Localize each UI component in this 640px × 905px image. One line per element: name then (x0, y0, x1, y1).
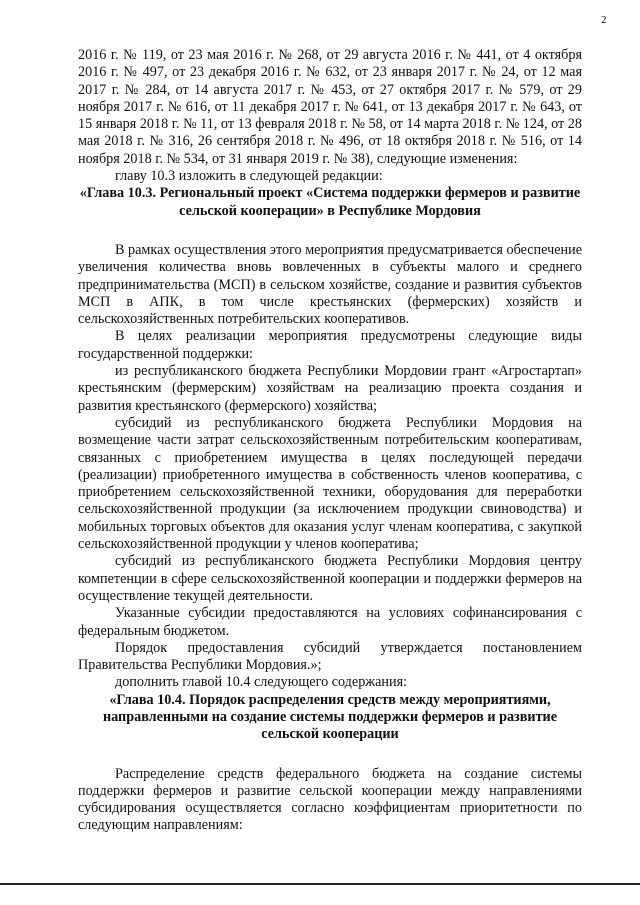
paragraph-distribution: Распределение средств федерального бюджета на создание системы поддержки фермеров и развитие сельской кооперации между направлениями субсидирования осуществляется согласно коэффициентам приоритетности по следующим направлениям: (78, 765, 582, 834)
paragraph-support-types: В целях реализации мероприятия предусмотрены следующие виды государственной поддержки: (78, 328, 582, 362)
amendment-list-paragraph: 2016 г. № 119, от 23 мая 2016 г. № 268, от 29 августа 2016 г. № 441, от 4 октября 2016 г. № 497, от 23 декабря 2016 г. № 632, от 23 января 2017 г. № 24, от 12 мая 2017 г. № 284, от 14 августа 2017 г. № 453, от 27 октября 2017 г. № 579, от 29 ноября 2017 г. № 616, от 11 декабря 2017 г. № 641, от 13 декабря 2017 г. № 643, от 15 января 2018 г. № 11, от 13 февраля 2018 г. № 58, от 14 марта 2018 г. № 124, от 28 мая 2018 г. № 316, 26 сентября 2018 г. № 496, от 18 октября 2018 г. № 516, от 14 ноября 2018 г. № 534, от 31 января 2019 г. № 38), следующие изменения: (78, 47, 582, 167)
document-body (78, 47, 582, 835)
paragraph-competence-center: субсидий из республиканского бюджета Республики Мордовия центру компетенции в сфере сельскохозяйственной кооперации и поддержки фермеров на осуществление текущей деятельности. (78, 553, 582, 604)
paragraph-cofinancing: Указанные субсидии предоставляются на условиях софинансирования с федеральным бюджетом. (78, 605, 582, 639)
scan-bottom-edge (0, 883, 640, 885)
paragraph-cooperative-subsidy: субсидий из республиканского бюджета Республики Мордовия на возмещение части затрат сельскохозяйственным потребительским кооперативам, связанных с приобретением имущества в целях последующей передачи (реализации) приобретенного имущества в собственность членов кооператива, с приобретением сельскохозяйственной техники, оборудования для переработки сельскохозяйственной продукции (за исключением продукции свиноводства) и мобильных торговых объектов для оказания услуг членам кооператива, с закупкой сельскохозяйственной продукции у членов кооператива; (78, 414, 582, 553)
instruction-add-chapter: дополнить главой 10.4 следующего содержания: (115, 674, 408, 691)
chapter-10-3-heading: «Глава 10.3. Региональный проект «Система поддержки фермеров и развитие сельской кооперации» в Республике Мордовия (79, 185, 581, 219)
chapter-10-4-heading: «Глава 10.4. Порядок распределения средств между мероприятиями, направленными на создание системы поддержки фермеров и развитие сельской кооперации (102, 691, 558, 743)
page-number: 2 (601, 14, 607, 26)
paragraph-grant: из республиканского бюджета Республики Мордовии грант «Агростартап» крестьянским (фермерским) хозяйствам на реализацию проекта создания и развития крестьянского (фермерского) хозяйства; (78, 363, 582, 414)
paragraph-procedure: Порядок предоставления субсидий утверждается постановлением Правительства Республики Мордовия.»; (78, 639, 582, 674)
paragraph-measures: В рамках осуществления этого мероприятия предусматривается обеспечение увеличения количества вновь вовлеченных в субъекты малого и среднего предпринимательства (МСП) в сельском хозяйстве, создание и развития субъектов МСП в АПК, в том числе крестьянских (фермерских) хозяйств и сельскохозяйственных потребительских кооперативов. (78, 241, 582, 328)
instruction-paragraph: главу 10.3 изложить в следующей редакции: (115, 168, 383, 185)
